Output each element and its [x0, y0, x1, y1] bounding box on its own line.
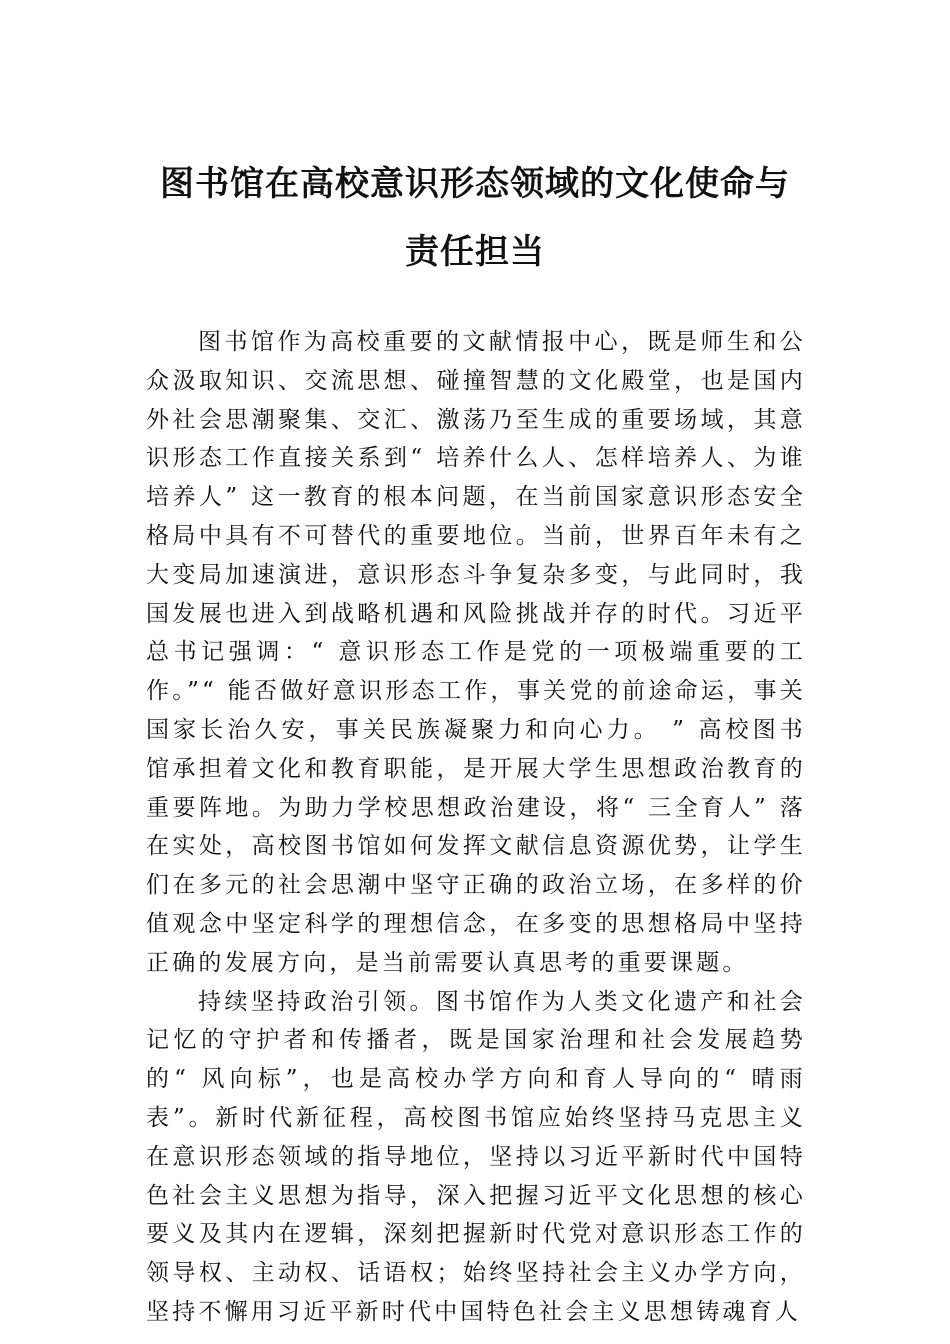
paragraph-1: 图书馆作为高校重要的文献情报中心，既是师生和公众汲取知识、交流思想、碰撞智慧的文化殿堂，也是国内外社会思潮聚集、交汇、激荡乃至生成的重要场域，其意识形态工作直接关系到“ 培养什么人、怎样培养人、为谁培养人” 这一教育的根本问题，在当前国家意识形态安全格局中具有不可替代的重要地位。当前，世界百年未有之大变局加速演进，意识形态斗争复杂多变，与此同时，我国发展也进入到战略机遇和风险挑战并存的时代。习近平总书记强调：“ 意识形态工作是党的一项极端重要的工作。”“ 能否做好意识形态工作，事关党的前途命运，事关国家长治久安，事关民族凝聚力和向心力。 ” 高校图书馆承担着文化和教育职能，是开展大学生思想政治教育的重要阵地。为助力学校思想政治建设，将“ 三全育人” 落在实处，高校图书馆如何发挥文献信息资源优势，让学生们在多元的社会思潮中坚守正确的政治立场，在多样的价值观念中坚定科学的理想信念，在多变的思想格局中坚持正确的发展方向，是当前需要认真思考的重要课题。	[146, 329, 806, 976]
document-title-line-1: 图书馆在高校意识形态领域的文化使命与	[160, 164, 790, 204]
document-body	[146, 323, 806, 1332]
paragraph-2: 持续坚持政治引领。图书馆作为人类文化遗产和社会记忆的守护者和传播者，既是国家治理和社会发展趋势的“ 风向标”，也是高校办学方向和育人导向的“ 晴雨表”。新时代新征程，高校图书馆应始终坚持马克思主义在意识形态领域的指导地位，坚持以习近平新时代中国特色社会主义思想为指导，深入把握习近平文化思想的核心要义及其内在逻辑，深刻把握新时代党对意识形态工作的领导权、主动权、话语权；始终坚持社会主义办学方向，坚持不懈用习近平新时代中国特色社会主义思想铸魂育人	[146, 988, 806, 1325]
document-title-line-2: 责任担当	[405, 232, 545, 272]
